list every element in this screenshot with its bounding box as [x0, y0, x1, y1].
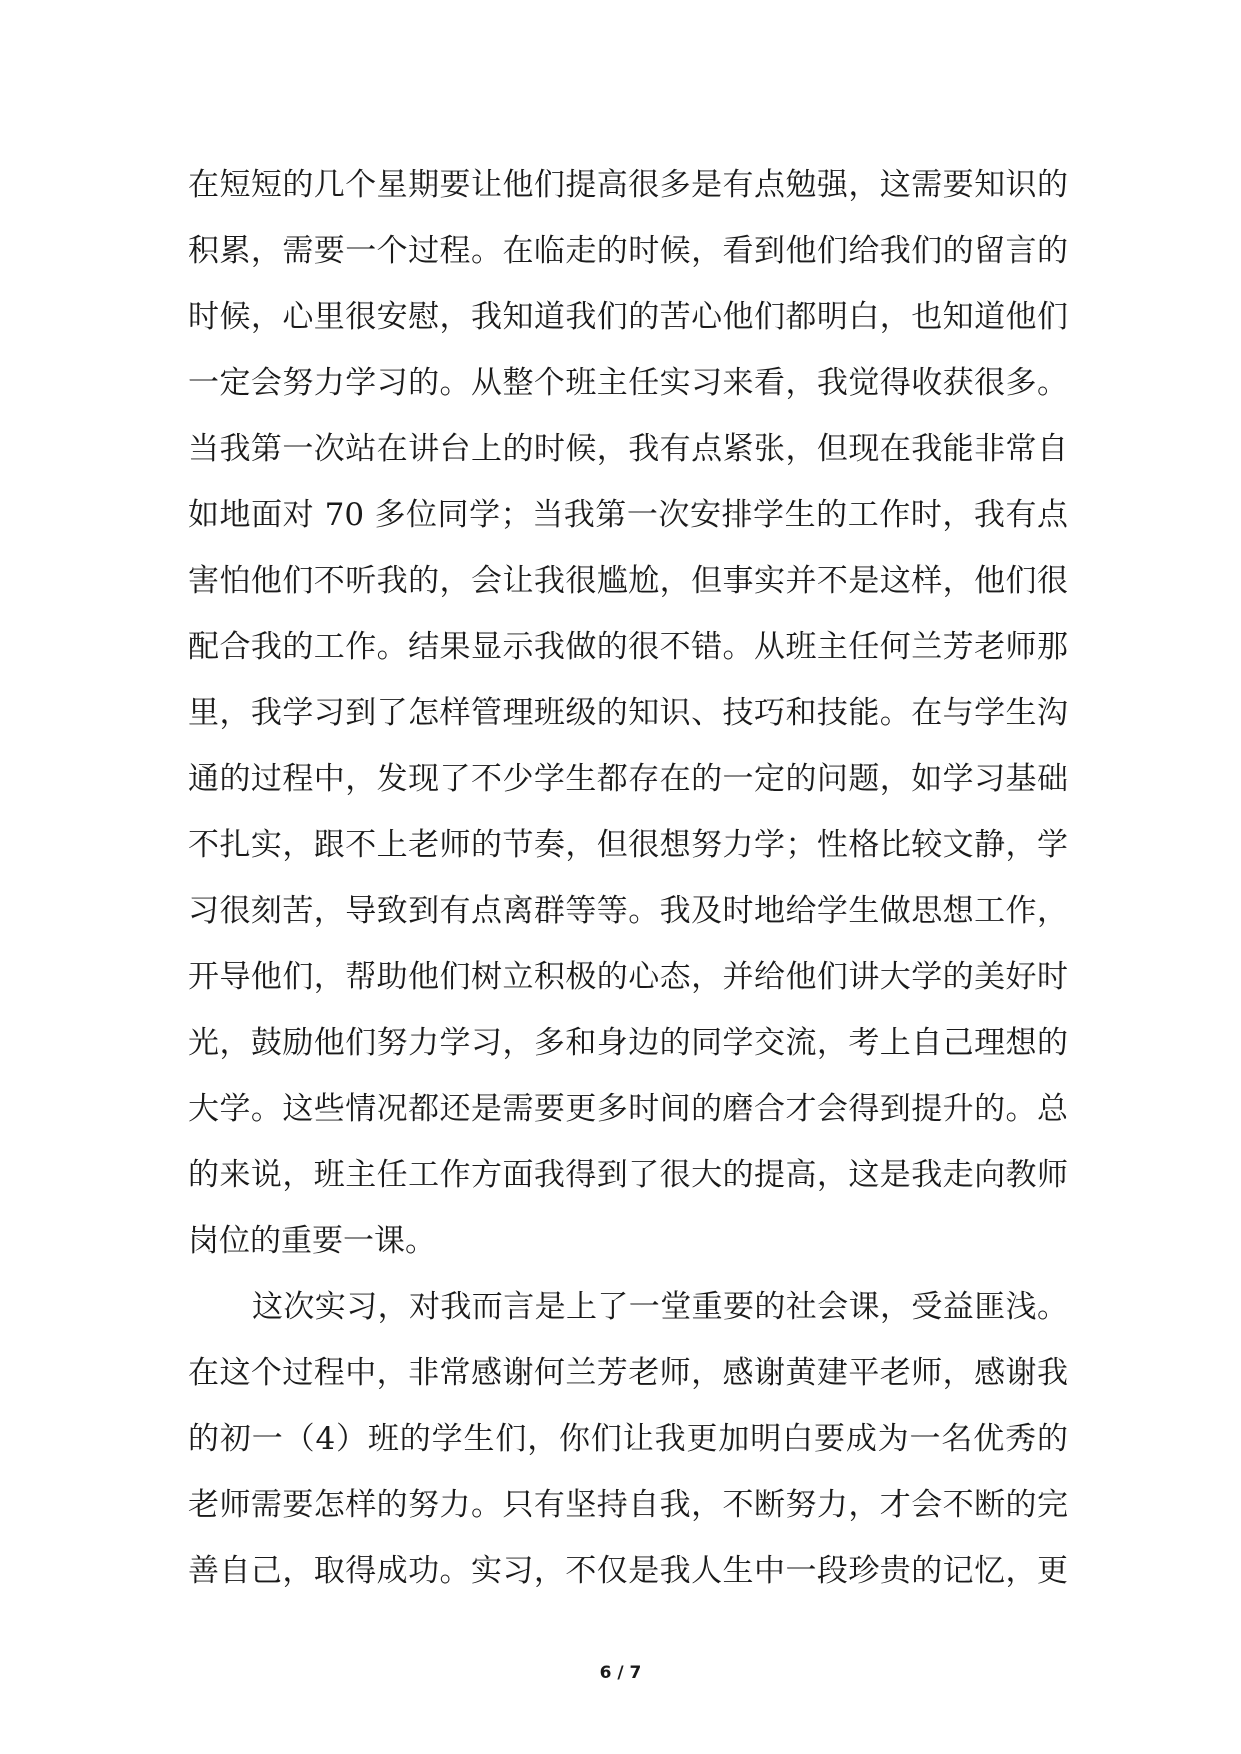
text-line: 里，我学习到了怎样管理班级的知识、技巧和技能。在与学生沟: [188, 695, 1068, 731]
text-line: 的来说，班主任工作方面我得到了很大的提高，这是我走向教师: [188, 1157, 1068, 1193]
text-line: 的初一（4）班的学生们，你们让我更加明白要成为一名优秀的: [188, 1421, 1068, 1457]
text-line: 这次实习，对我而言是上了一堂重要的社会课，受益匪浅。: [252, 1289, 1068, 1325]
text-line: 在这个过程中，非常感谢何兰芳老师，感谢黄建平老师，感谢我: [188, 1355, 1068, 1391]
text-line: 光，鼓励他们努力学习，多和身边的同学交流，考上自己理想的: [188, 1025, 1068, 1061]
text-line: 如地面对 70 多位同学；当我第一次安排学生的工作时，我有点: [188, 497, 1068, 533]
text-line: 配合我的工作。结果显示我做的很不错。从班主任何兰芳老师那: [188, 629, 1068, 665]
text-line: 积累，需要一个过程。在临走的时候，看到他们给我们的留言的: [188, 233, 1068, 269]
page-number: 6 / 7: [599, 1663, 642, 1683]
text-line: 当我第一次站在讲台上的时候，我有点紧张，但现在我能非常自: [188, 431, 1068, 467]
text-line: 习很刻苦，导致到有点离群等等。我及时地给学生做思想工作，: [188, 893, 1068, 929]
body-text: [188, 152, 1068, 1604]
text-line: 岗位的重要一课。: [188, 1223, 436, 1259]
text-line: 时候，心里很安慰，我知道我们的苦心他们都明白，也知道他们: [188, 299, 1068, 335]
text-line: 善自己，取得成功。实习，不仅是我人生中一段珍贵的记忆，更: [188, 1553, 1068, 1589]
text-line: 开导他们，帮助他们树立积极的心态，并给他们讲大学的美好时: [188, 959, 1068, 995]
text-line: 一定会努力学习的。从整个班主任实习来看，我觉得收获很多。: [188, 365, 1068, 401]
text-line: 不扎实，跟不上老师的节奏，但很想努力学；性格比较文静，学: [188, 827, 1068, 863]
text-line: 大学。这些情况都还是需要更多时间的磨合才会得到提升的。总: [188, 1091, 1068, 1127]
text-line: 老师需要怎样的努力。只有坚持自我，不断努力，才会不断的完: [188, 1487, 1068, 1523]
text-line: 通的过程中，发现了不少学生都存在的一定的问题，如学习基础: [188, 761, 1068, 797]
text-line: 在短短的几个星期要让他们提高很多是有点勉强，这需要知识的: [188, 167, 1068, 203]
text-line: 害怕他们不听我的，会让我很尴尬，但事实并不是这样，他们很: [188, 563, 1068, 599]
